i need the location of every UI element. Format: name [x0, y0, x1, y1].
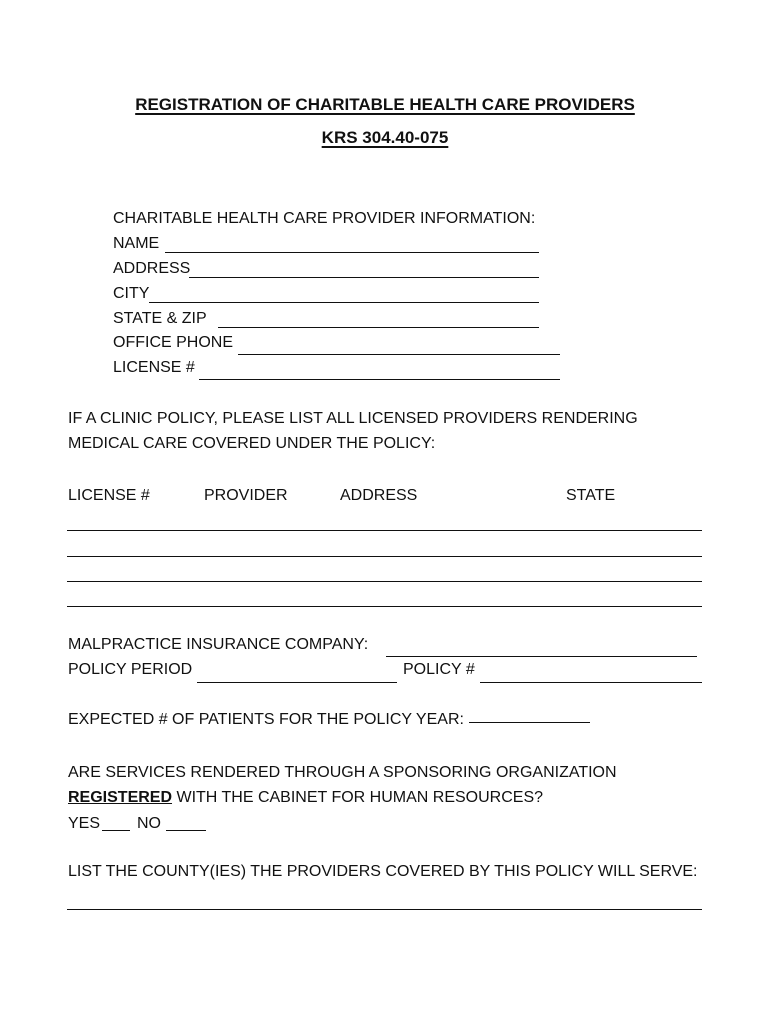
- license-label: LICENSE #: [113, 359, 195, 376]
- provider-entry-row[interactable]: [67, 581, 702, 582]
- counties-field[interactable]: [67, 909, 702, 910]
- column-header-license: LICENSE #: [68, 487, 150, 504]
- clinic-instruction-line-1: IF A CLINIC POLICY, PLEASE LIST ALL LICENSED PROVIDERS RENDERING: [68, 410, 638, 427]
- policy-number-field[interactable]: [480, 682, 702, 683]
- name-label: NAME: [113, 235, 160, 252]
- address-label: ADDRESS: [113, 260, 191, 277]
- office-phone-label: OFFICE PHONE: [113, 334, 234, 351]
- counties-label: LIST THE COUNTY(IES) THE PROVIDERS COVERED BY THIS POLICY WILL SERVE:: [68, 863, 698, 880]
- license-field[interactable]: [199, 379, 560, 380]
- no-label: NO: [137, 815, 161, 832]
- insurance-company-label: MALPRACTICE INSURANCE COMPANY:: [68, 636, 369, 653]
- no-field[interactable]: [166, 830, 206, 831]
- column-header-provider: PROVIDER: [204, 487, 288, 504]
- expected-patients-label: EXPECTED # OF PATIENTS FOR THE POLICY YEAR:: [68, 711, 464, 728]
- state-zip-field[interactable]: [218, 327, 539, 328]
- policy-period-label: POLICY PERIOD: [68, 661, 193, 678]
- insurance-company-field[interactable]: [386, 656, 697, 657]
- expected-patients-field[interactable]: [469, 722, 590, 723]
- name-field[interactable]: [165, 252, 539, 253]
- column-header-state: STATE: [566, 487, 616, 504]
- office-phone-field[interactable]: [238, 354, 560, 355]
- column-header-address: ADDRESS: [340, 487, 418, 504]
- address-field[interactable]: [189, 277, 539, 278]
- provider-entry-row[interactable]: [67, 530, 702, 531]
- sponsoring-question-line-2-rest: WITH THE CABINET FOR HUMAN RESOURCES?: [172, 789, 544, 806]
- policy-period-field[interactable]: [197, 682, 397, 683]
- provider-entry-row[interactable]: [67, 556, 702, 557]
- clinic-instruction-line-2: MEDICAL CARE COVERED UNDER THE POLICY:: [68, 435, 436, 452]
- city-field[interactable]: [149, 302, 539, 303]
- sponsoring-question-line-2: [68, 788, 543, 808]
- policy-number-label: POLICY #: [403, 661, 475, 678]
- yes-field[interactable]: [102, 830, 130, 831]
- form-title: [0, 95, 770, 115]
- yes-label: YES: [68, 815, 101, 832]
- form-title-text: REGISTRATION OF CHARITABLE HEALTH CARE PROVIDERS: [135, 95, 635, 114]
- registered-emphasis: REGISTERED: [68, 789, 173, 806]
- statute-reference: [0, 128, 770, 148]
- sponsoring-question-line-1: ARE SERVICES RENDERED THROUGH A SPONSORING ORGANIZATION: [68, 764, 617, 781]
- provider-info-heading: CHARITABLE HEALTH CARE PROVIDER INFORMATION:: [113, 210, 536, 227]
- statute-text: KRS 304.40-075: [321, 128, 449, 147]
- city-label: CITY: [113, 285, 150, 302]
- state-zip-label: STATE & ZIP: [113, 310, 207, 327]
- provider-entry-row[interactable]: [67, 606, 702, 607]
